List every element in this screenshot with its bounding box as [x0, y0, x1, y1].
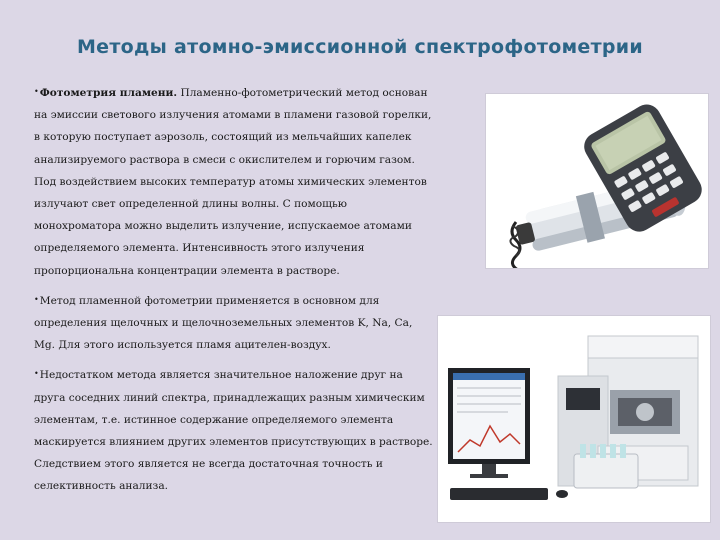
paragraph-disadvantage [34, 364, 434, 497]
photo-lab-spectrometer [438, 316, 710, 522]
body-text [34, 82, 434, 506]
bullet-marker: • [34, 369, 39, 379]
paragraph-text: Метод пламенной фотометрии применяется в основном для определения щелочных и щелочноземельных элементов K, Na, Ca, Mg. Для этого используется пламя ацителен-воздух. [34, 294, 413, 352]
bullet-marker: • [34, 294, 39, 304]
handheld-photometer-illustration [486, 94, 708, 268]
paragraph-text: Недостатком метода является значительное наложение друг на друга соседних линий спектра, принадлежащих разным химическим элементам, т.е. истинное содержание определяемого элемента маскируется влиянием других элементов присутствующих в растворе. Следствием этого является не всегда достаточная точность и селективность анализа. [34, 369, 433, 493]
slide-title: Методы атомно-эмиссионной спектрофотометрии [76, 36, 644, 58]
paragraph-application [34, 290, 434, 357]
photo-handheld-photometer [486, 94, 708, 268]
bullet-marker: • [34, 87, 39, 96]
lab-spectrometer-illustration [438, 316, 710, 522]
paragraph-flame-photometry [34, 82, 434, 282]
paragraph-text: Пламенно-фотометрический метод основан на эмиссии светового излучения атомами в пламени газовой горелки, в которую поступает аэрозоль, состоящий из мельчайших капелек анализируемого раствора в смеси с окислителем и горючим газом. Под воздействием высоких температур атомы химических элементов излучают свет определенной длины волны. С помощью монохроматора можно выделить излучение, испускаемое атомами определяемого элемента. Интенсивность этого излучения пропорциональна концентрации элемента в растворе. [34, 87, 432, 277]
paragraph-lead: Фотометрия пламени. [39, 87, 178, 99]
